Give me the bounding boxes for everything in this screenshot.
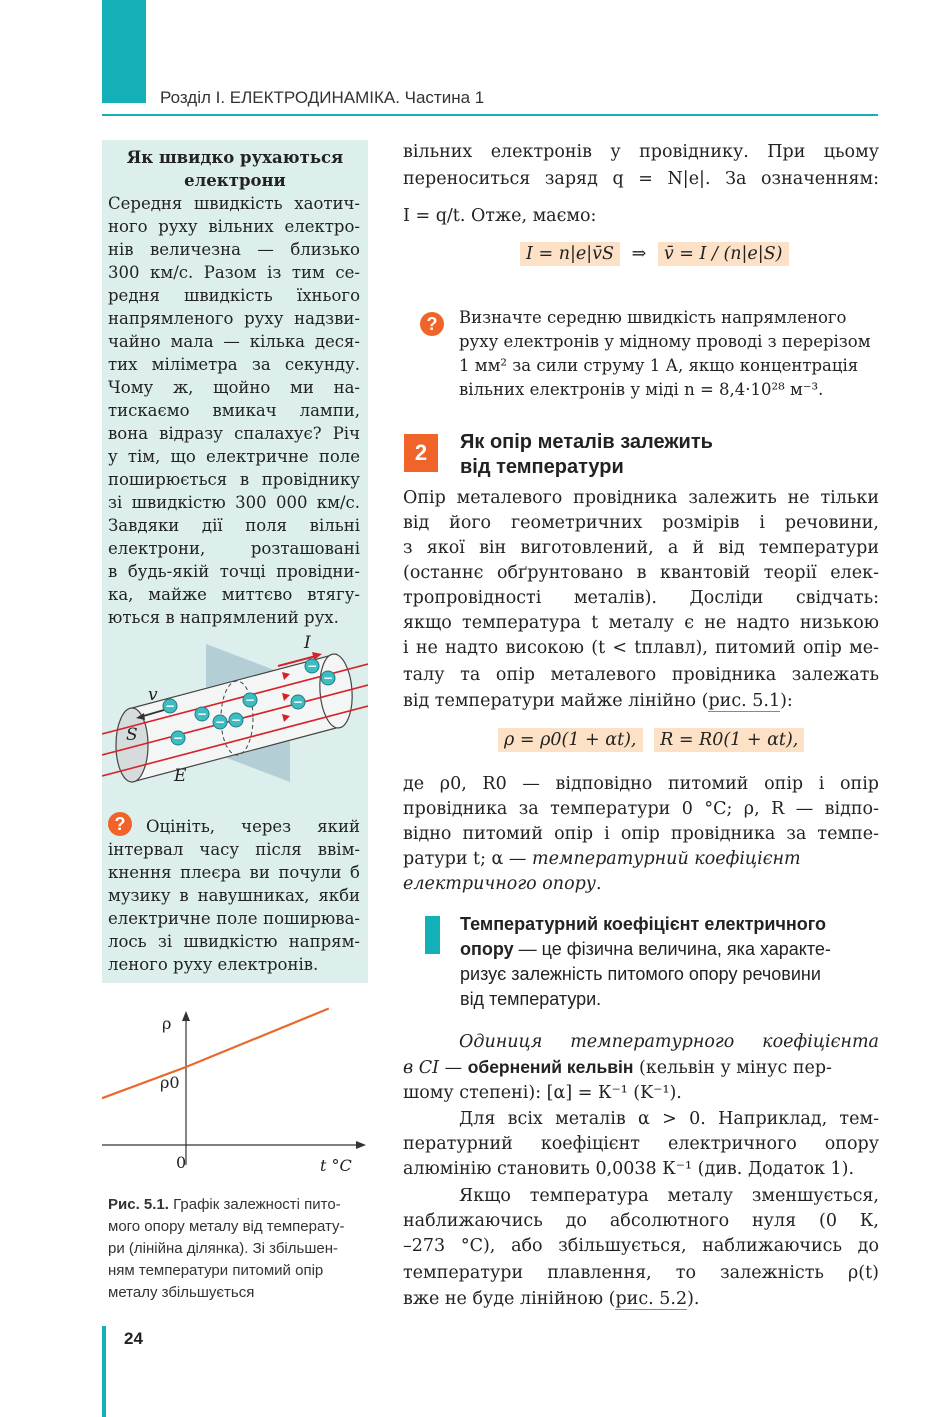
sidebar-question-line: інтервал часу після ввім- xyxy=(108,840,360,859)
y-axis-label: ρ xyxy=(162,1014,172,1033)
sidebar-question-line: музику в навушниках, якби xyxy=(108,886,360,905)
sidebar-text-line: ються в напрямлений рух. xyxy=(108,608,339,627)
text-line: від температури майже лінійно (рис. 5.1): xyxy=(403,691,793,711)
text-line: вільних електронів у провіднику. При цьому xyxy=(403,142,879,162)
sidebar-text-line: нів величезна — близько xyxy=(108,240,360,259)
sidebar-title: Як швидко рухаються електрони xyxy=(126,148,344,190)
x-tick-label: 0 xyxy=(176,1153,187,1172)
sidebar-text-line: вона відразу спалахує? Річ xyxy=(108,424,360,443)
question-icon: ? xyxy=(108,812,132,836)
sidebar-question-line: кнення плеєра ви почули б xyxy=(108,863,360,882)
svg-text:−: − xyxy=(214,715,226,729)
text-line: якщо температура t металу є не надто низькою xyxy=(403,613,879,633)
text-line: вже не буде лінійною (рис. 5.2). xyxy=(403,1289,700,1309)
sidebar-text-line: Середня швидкість хаотич- xyxy=(108,194,360,213)
svg-text:−: − xyxy=(230,713,242,727)
resistivity-chart xyxy=(102,1005,370,1180)
svg-text:−: − xyxy=(292,695,304,709)
y-axis-arrow xyxy=(182,1011,190,1021)
figure-link[interactable]: рис. 5.1 xyxy=(708,691,781,711)
sidebar-text-line: зі швидкістю 300 000 км/с. xyxy=(108,493,360,512)
sidebar-text-line: 300 км/с. Разом із тим се- xyxy=(108,263,360,282)
sidebar-text-line: чайно мала — кілька деся- xyxy=(108,332,360,351)
sidebar-question-line: електричне поле поширюва- xyxy=(108,909,360,928)
conductor-figure xyxy=(102,630,368,790)
sidebar-question-line: леного руху електронів. xyxy=(108,955,319,974)
text-line: I = q/t. Отже, маємо: xyxy=(403,206,597,226)
figure-caption: Рис. 5.1. Графік залежності пито- мого опору металу від температу- ри (лінійна ділянка). Зі збільшен- ням температури питомий опір металу збільшується xyxy=(108,1196,345,1301)
sidebar-text-line: напрямленого руху надзви- xyxy=(108,309,360,328)
text-line: алюмінію становить 0,0038 К⁻¹ (див. Додаток 1). xyxy=(403,1159,855,1179)
text-line: (останнє обґрунтовано в квантовій теорії елек- xyxy=(403,563,879,583)
svg-text:−: − xyxy=(164,699,176,713)
sidebar-text-line: Завдяки дії поля вільні xyxy=(108,516,360,535)
page-number: 24 xyxy=(124,1329,143,1348)
svg-text:−: − xyxy=(306,659,318,673)
svg-text:−: − xyxy=(322,671,334,685)
text-line: –273 °С), або збільшується, наближаючись до xyxy=(403,1236,879,1256)
chapter-tab xyxy=(102,0,146,103)
sidebar-text-line: ка, майже миттєво втягу- xyxy=(108,585,360,604)
sidebar-text-line: поширюється в провіднику xyxy=(108,470,360,489)
sidebar-text-line: тих міліметра за секунду. xyxy=(108,355,360,374)
svg-text:−: − xyxy=(172,731,184,745)
text-line: де ρ0, R0 — відповідно питомий опір і опір xyxy=(403,774,879,794)
velocity-label: v xyxy=(148,685,158,705)
question-icon: ? xyxy=(420,312,444,336)
definition-marker xyxy=(425,916,440,954)
field-label: E xyxy=(174,766,187,786)
y-tick-label: ρ0 xyxy=(160,1073,180,1092)
question-box: Визначте середню швидкість напрямленого руху електронів у мідному проводі з перерізом 1 мм² за сили струму 1 А, якщо концентрація вільних електронів у міді n = 8,4·10²⁸ м⁻³. xyxy=(459,308,871,399)
svg-text:−: − xyxy=(244,693,256,707)
sidebar-text-line: ного руху вільних електро- xyxy=(108,217,360,236)
sidebar-text-line: редня швидкість їхнього xyxy=(108,286,360,305)
sidebar-text-line: тискаємо вмикач лампи, xyxy=(108,401,360,420)
sidebar-question xyxy=(108,815,360,976)
x-axis-label: t °C xyxy=(320,1156,352,1175)
running-header: Розділ I. ЕЛЕКТРОДИНАМІКА. Частина 1 xyxy=(160,88,485,107)
text-line: Опір металевого провідника залежить не тільки xyxy=(403,488,879,508)
text-line: і не надто високою (t < tплавл), питомий опір ме- xyxy=(403,638,879,658)
current-label: I xyxy=(304,633,311,653)
text-line: в СІ — обернений кельвін (кельвін у мінус пер- xyxy=(403,1057,832,1078)
text-line: тропровідності металів). Досліди свідчать: xyxy=(403,588,879,608)
definition-box: Температурний коефіцієнт електричного опору — це фізична величина, яка характе- ризує залежність питомого опору речовини від температури. xyxy=(460,914,831,1009)
text-line: електричного опору. xyxy=(403,874,602,894)
caption-label: Рис. 5.1. xyxy=(108,1196,169,1213)
text-line: шому степені): [α] = К⁻¹ (K⁻¹). xyxy=(403,1083,682,1103)
text-line: переноситься заряд q = N|e|. За означенням: xyxy=(403,169,879,189)
sidebar-text-line: Чому ж, щойно ми на- xyxy=(108,378,360,397)
text-line: температури плавлення, то залежність ρ(t) xyxy=(403,1263,879,1283)
text-line: пературний коефіцієнт електричного опору xyxy=(403,1134,879,1154)
series-line xyxy=(102,1009,329,1099)
text-line: Одиниця температурного коефіцієнта xyxy=(459,1032,879,1052)
text-line: провідника за температури 0 °С; ρ, R — відпо- xyxy=(403,799,879,819)
section-number: 2 xyxy=(404,434,438,472)
sidebar-question-line: лось зі швидкістю напрям- xyxy=(108,932,360,951)
header-rule xyxy=(102,114,878,116)
sidebar-text-line: електрони, розташовані xyxy=(108,539,360,558)
text-line: відно питомий опір і опір провідника за темпе- xyxy=(403,824,879,844)
formula-current-density: I = n|e|v̄S ⇒ v̄ = I / (n|e|S) xyxy=(520,242,789,267)
text-line: талу та опір металевого провідника залежать xyxy=(403,665,879,685)
sidebar-text-line: у тім, що електричне поле xyxy=(108,447,360,466)
figure-link[interactable]: рис. 5.2 xyxy=(615,1289,688,1309)
text-line: з якої він виготовлений, а й від температури xyxy=(403,538,879,558)
x-axis-arrow xyxy=(356,1141,366,1149)
sidebar-text-line: в будь-якій точці провідни- xyxy=(108,562,360,581)
formula-resistivity: ρ = ρ0(1 + αt), R = R0(1 + αt), xyxy=(498,728,804,753)
text-line: від його геометричних розмірів і речовини, xyxy=(403,513,879,533)
text-line: Якщо температура металу зменшується, xyxy=(459,1186,879,1206)
svg-text:−: − xyxy=(196,707,208,721)
area-label: S xyxy=(126,725,138,745)
sidebar-question-line: Оцініть, через який xyxy=(146,817,360,836)
text-line: наближаючись до абсолютного нуля (0 К, xyxy=(403,1211,879,1231)
footer-bar xyxy=(102,1326,106,1417)
sidebar-text xyxy=(108,192,360,629)
text-line: Для всіх металів α > 0. Наприклад, тем- xyxy=(459,1109,879,1129)
section-title: Як опір металів залежить від температури xyxy=(460,431,713,478)
text-line: ратури t; α — температурний коефіцієнт xyxy=(403,849,801,869)
